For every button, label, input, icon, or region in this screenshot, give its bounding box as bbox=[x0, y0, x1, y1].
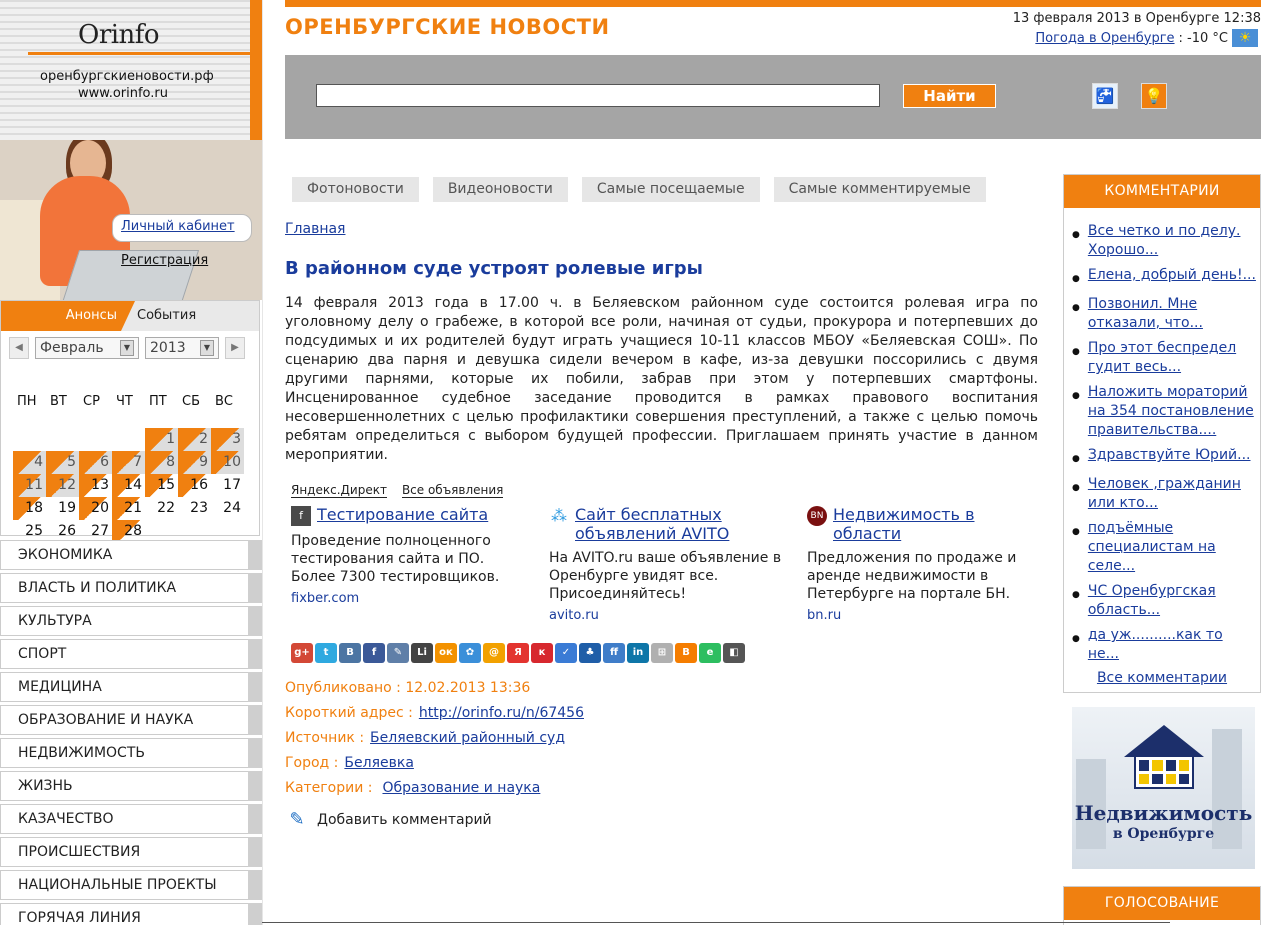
source-label: Источник : bbox=[285, 730, 365, 746]
sun-icon: ☀ bbox=[1232, 29, 1258, 47]
comments-list bbox=[1064, 208, 1260, 664]
evernote-icon[interactable]: e bbox=[699, 643, 721, 663]
ad-description: Проведение полноценного тестирования сайта и ПО. Более 7300 тестировщиков. bbox=[291, 533, 500, 585]
list-item bbox=[1072, 626, 1256, 664]
category-link[interactable]: Образование и наука bbox=[382, 780, 541, 796]
calendar-day[interactable]: 4 bbox=[13, 451, 46, 474]
ya-ru-icon[interactable]: Я bbox=[507, 643, 529, 663]
weekday-label: ВС bbox=[215, 394, 233, 409]
comments-box bbox=[1063, 174, 1261, 693]
calendar-week bbox=[13, 497, 244, 520]
site-logo[interactable]: Orinfo bbox=[78, 20, 160, 50]
share-buttons bbox=[291, 643, 745, 663]
calendar-day[interactable]: 1 bbox=[145, 428, 178, 451]
category-life[interactable]: ЖИЗНЬ bbox=[0, 771, 262, 801]
calendar-day[interactable]: 10 bbox=[211, 451, 244, 474]
calendar-week bbox=[13, 428, 244, 451]
calendar-day[interactable]: 16 bbox=[178, 474, 211, 497]
calendar-day[interactable]: 15 bbox=[145, 474, 178, 497]
bullet-icon: ● bbox=[1072, 527, 1080, 537]
comment-link[interactable]: Здравствуйте Юрий... bbox=[1087, 447, 1251, 463]
bookmark-icon[interactable]: ✎ bbox=[387, 643, 409, 663]
myspace-icon[interactable]: ♣ bbox=[579, 643, 601, 663]
short-url-link[interactable]: http://orinfo.ru/n/67456 bbox=[418, 705, 584, 721]
left-column bbox=[0, 0, 262, 925]
short-url-label: Короткий адрес : bbox=[285, 705, 413, 721]
ad-url[interactable]: fixber.com bbox=[291, 591, 360, 606]
ad-url[interactable]: avito.ru bbox=[549, 608, 599, 623]
liveinternet-icon[interactable]: Li bbox=[411, 643, 433, 663]
register-link[interactable]: Регистрация bbox=[121, 253, 209, 268]
weekday-label: ВТ bbox=[50, 394, 67, 409]
calendar-week bbox=[13, 451, 244, 474]
yandex-direct-header bbox=[291, 483, 503, 498]
bullet-icon: ● bbox=[1072, 454, 1080, 464]
article-meta bbox=[285, 676, 584, 801]
bn-icon: BN bbox=[807, 506, 827, 526]
category-national-projects[interactable]: НАЦИОНАЛЬНЫЕ ПРОЕКТЫ bbox=[0, 870, 262, 900]
pencil-icon: ✎ bbox=[289, 809, 305, 830]
google-plus-icon[interactable]: g+ bbox=[291, 643, 313, 663]
prev-month-icon[interactable]: ◀ bbox=[9, 337, 29, 359]
liveinternet-blog-icon[interactable]: ✓ bbox=[555, 643, 577, 663]
top-accent-bar bbox=[285, 0, 1261, 7]
banner-title: Недвижимость bbox=[1074, 801, 1253, 825]
logo-orange-bar bbox=[250, 0, 262, 140]
calendar-day[interactable]: 14 bbox=[112, 474, 145, 497]
fixber-icon: f bbox=[291, 506, 311, 526]
ad-description: Предложения по продаже и аренде недвижимости в Петербурге на портале БН. bbox=[807, 550, 1017, 602]
ad-title-link[interactable]: Недвижимость в области bbox=[833, 505, 975, 543]
more-icon[interactable]: ◧ bbox=[723, 643, 745, 663]
realty-banner[interactable] bbox=[1072, 707, 1255, 869]
weekday-label: ПН bbox=[17, 394, 37, 409]
next-month-icon[interactable]: ▶ bbox=[225, 337, 245, 359]
tab-most-visited[interactable]: Самые посещаемые bbox=[582, 177, 760, 202]
category-incidents[interactable]: ПРОИСШЕСТВИЯ bbox=[0, 837, 262, 867]
weather-temperature: : -10 °C bbox=[1178, 30, 1228, 46]
category-medicine[interactable]: МЕДИЦИНА bbox=[0, 672, 262, 702]
comment-link[interactable]: Все четко и по делу. Хорошо... bbox=[1087, 223, 1241, 258]
tab-most-commented[interactable]: Самые комментируемые bbox=[774, 177, 986, 202]
calendar-day[interactable]: 7 bbox=[112, 451, 145, 474]
bullet-icon: ● bbox=[1072, 634, 1080, 644]
banner-subtitle: в Оренбурге bbox=[1112, 826, 1215, 842]
calendar-day: 26 bbox=[58, 523, 76, 539]
calendar-day bbox=[79, 428, 112, 451]
published-date: Опубликовано : 12.02.2013 13:36 bbox=[285, 680, 531, 696]
comment-link[interactable]: Елена, добрый день!... bbox=[1087, 267, 1256, 283]
list-item bbox=[1072, 295, 1256, 333]
list-item bbox=[1072, 266, 1256, 289]
list-item bbox=[1072, 582, 1256, 620]
calendar-day: 24 bbox=[223, 500, 241, 516]
bullet-icon: ● bbox=[1072, 391, 1080, 401]
search-band bbox=[285, 55, 1261, 139]
calendar-day[interactable]: 13 bbox=[79, 474, 112, 497]
calendar-tabs bbox=[1, 301, 259, 331]
category-menu bbox=[0, 540, 262, 925]
calendar-day[interactable]: 6 bbox=[79, 451, 112, 474]
ad-block bbox=[291, 505, 531, 608]
blogger-icon[interactable]: B bbox=[675, 643, 697, 663]
bullet-icon: ● bbox=[1072, 230, 1080, 240]
bullet-icon: ● bbox=[1072, 483, 1080, 493]
house-roof-icon bbox=[1124, 725, 1204, 757]
article-body: 14 февраля 2013 года в 17.00 ч. в Беляевском районном суде состоится ролевая игра по уголовному делу о грабеже, в которой все роли, начиная от судьи, прокурора и потерпевших до подсудимых и их родителей будут играть учащиеся 10-11 классов МБОУ «Беляевская СОШ». По сценарию два парня и девушка сидели вечером в кафе, из-за девушки поссорились с двумя другими парнями, которые их побили, забрав при этом у потерпевших смартфоны. Инсценированное судебное заседание проводится в рамках правового воспитания несовершеннолетних с целью профилактики совершения преступлений, а также с целью помочь ребятам определиться с выбором будущей профессии. Приглашаем принять участие в данном мероприятии. bbox=[285, 295, 1038, 463]
calendar-day: 17 bbox=[223, 477, 241, 493]
category-realty[interactable]: НЕДВИЖИМОСТЬ bbox=[0, 738, 262, 768]
weekday-label: ЧТ bbox=[116, 394, 133, 409]
calendar-grid bbox=[13, 391, 244, 543]
tab-photo-news[interactable]: Фотоновости bbox=[292, 177, 419, 202]
all-ads-link[interactable]: Все объявления bbox=[401, 483, 504, 497]
comment-link[interactable]: ЧС Оренбургская область... bbox=[1087, 583, 1216, 618]
category-economy[interactable]: ЭКОНОМИКА bbox=[0, 540, 262, 570]
calendar-day bbox=[112, 428, 145, 451]
column-divider bbox=[262, 0, 263, 925]
breadcrumb-home[interactable]: Главная bbox=[285, 221, 346, 237]
calendar-day[interactable]: 18 bbox=[13, 497, 46, 520]
user-block bbox=[0, 140, 262, 300]
settings-icon[interactable]: ✿ bbox=[459, 643, 481, 663]
categories-label: Категории : bbox=[285, 780, 373, 796]
calendar-day[interactable]: 12 bbox=[46, 474, 79, 497]
faucet-icon[interactable]: 🚰 bbox=[1092, 83, 1118, 109]
news-tabs bbox=[292, 177, 986, 202]
ad-title-link[interactable]: Сайт бесплатных объявлений AVITO bbox=[575, 505, 730, 543]
weekday-label: СР bbox=[83, 394, 100, 409]
bottom-divider bbox=[262, 922, 1170, 923]
personal-cabinet-link[interactable]: Личный кабинет bbox=[121, 219, 235, 234]
calendar-day: 22 bbox=[157, 500, 175, 516]
yandex-direct-link[interactable]: Яндекс.Директ bbox=[291, 483, 387, 497]
add-comment-label: Добавить комментарий bbox=[317, 812, 492, 828]
ad-title-link[interactable]: Тестирование сайта bbox=[317, 505, 489, 524]
weather-link[interactable]: Погода в Оренбурге bbox=[1035, 30, 1175, 46]
city-link[interactable]: Беляевка bbox=[344, 755, 414, 771]
source-link[interactable]: Беляевский районный суд bbox=[370, 730, 566, 746]
house-icon bbox=[1134, 755, 1194, 789]
search-button[interactable]: Найти bbox=[903, 84, 996, 108]
logo-underline bbox=[28, 52, 250, 55]
bulb-icon[interactable]: 💡 bbox=[1141, 83, 1167, 109]
calendar-day: 27 bbox=[91, 523, 109, 539]
list-item bbox=[1072, 519, 1256, 576]
odnoklassniki-icon[interactable]: ок bbox=[435, 643, 457, 663]
ad-url[interactable]: bn.ru bbox=[807, 608, 842, 623]
avito-icon: ⁂ bbox=[551, 506, 567, 525]
bullet-icon: ● bbox=[1072, 274, 1080, 284]
calendar-day[interactable]: 28 bbox=[112, 520, 145, 543]
article-title: В районном суде устроят ролевые игры bbox=[285, 258, 703, 279]
weekday-label: ПТ bbox=[149, 394, 167, 409]
comments-header: КОММЕНТАРИИ bbox=[1064, 175, 1260, 208]
list-item bbox=[1072, 446, 1256, 469]
category-culture[interactable]: КУЛЬТУРА bbox=[0, 606, 262, 636]
calendar-day bbox=[13, 428, 46, 451]
all-comments-link[interactable]: Все комментарии bbox=[1096, 670, 1228, 686]
comment-link[interactable]: подъёмные специалистам на селе... bbox=[1087, 520, 1216, 574]
chevron-down-icon: ▼ bbox=[200, 340, 214, 356]
poll-header: ГОЛОСОВАНИЕ bbox=[1064, 887, 1260, 920]
site-domain-url: www.orinfo.ru bbox=[78, 86, 169, 101]
site-domain-ru: оренбургскиеновости.рф bbox=[40, 69, 214, 84]
twitter-icon[interactable]: t bbox=[315, 643, 337, 663]
category-cossacks[interactable]: КАЗАЧЕСТВО bbox=[0, 804, 262, 834]
bullet-icon: ● bbox=[1072, 303, 1080, 313]
category-education[interactable]: ОБРАЗОВАНИЕ И НАУКА bbox=[0, 705, 262, 735]
current-datetime: 13 февраля 2013 в Оренбурге 12:38 bbox=[1012, 11, 1261, 26]
search-input[interactable] bbox=[316, 84, 880, 107]
events-calendar bbox=[0, 300, 260, 539]
mail-ru-icon[interactable]: @ bbox=[483, 643, 505, 663]
comment-link[interactable]: Наложить мораторий на 354 постановление правительства.... bbox=[1087, 384, 1254, 438]
logo-block[interactable] bbox=[0, 0, 262, 140]
calendar-day: 23 bbox=[190, 500, 208, 516]
facebook-icon[interactable]: f bbox=[363, 643, 385, 663]
weekday-label: СБ bbox=[182, 394, 200, 409]
calendar-day[interactable]: 21 bbox=[112, 497, 145, 520]
list-item bbox=[1072, 339, 1256, 377]
weather-widget bbox=[1035, 29, 1258, 47]
comment-link[interactable]: да уж..........как то не... bbox=[1087, 627, 1223, 662]
calendar-day[interactable]: 20 bbox=[79, 497, 112, 520]
chevron-down-icon: ▼ bbox=[120, 340, 134, 356]
category-hotline[interactable]: ГОРЯЧАЯ ЛИНИЯ bbox=[0, 903, 262, 925]
comment-link[interactable]: Человек ,гражданин или кто... bbox=[1087, 476, 1241, 511]
city-label: Город : bbox=[285, 755, 339, 771]
category-sport[interactable]: СПОРТ bbox=[0, 639, 262, 669]
calendar-day bbox=[46, 428, 79, 451]
poll-box bbox=[1063, 886, 1261, 925]
calendar-day: 25 bbox=[25, 523, 43, 539]
month-select-value: Февраль bbox=[40, 340, 104, 356]
ad-block bbox=[807, 505, 1047, 625]
calendar-day[interactable]: 8 bbox=[145, 451, 178, 474]
vk-icon[interactable]: B bbox=[339, 643, 361, 663]
calendar-day[interactable]: 9 bbox=[178, 451, 211, 474]
friendfeed-icon[interactable]: ff bbox=[603, 643, 625, 663]
delicious-icon[interactable]: ⊞ bbox=[651, 643, 673, 663]
tab-video-news[interactable]: Видеоновости bbox=[433, 177, 568, 202]
calendar-day: 19 bbox=[58, 500, 76, 516]
tab-events[interactable]: События bbox=[137, 308, 197, 323]
month-select[interactable] bbox=[35, 337, 139, 359]
bullet-icon: ● bbox=[1072, 590, 1080, 600]
calendar-week bbox=[13, 474, 244, 497]
calendar-day[interactable]: 11 bbox=[13, 474, 46, 497]
moikrug-icon[interactable]: к bbox=[531, 643, 553, 663]
personal-cabinet-button[interactable] bbox=[112, 214, 252, 242]
calendar-day[interactable]: 2 bbox=[178, 428, 211, 451]
linkedin-icon[interactable]: in bbox=[627, 643, 649, 663]
list-item bbox=[1072, 475, 1256, 513]
ad-description: На AVITO.ru ваше объявление в Оренбурге увидят все. Присоединяйтесь! bbox=[549, 550, 782, 602]
ad-block bbox=[549, 505, 789, 625]
calendar-day[interactable]: 5 bbox=[46, 451, 79, 474]
calendar-controls bbox=[1, 331, 259, 365]
comment-link[interactable]: Позвонил. Мне отказали, что... bbox=[1087, 296, 1203, 331]
category-politics[interactable]: ВЛАСТЬ И ПОЛИТИКА bbox=[0, 573, 262, 603]
site-title[interactable]: ОРЕНБУРГСКИЕ НОВОСТИ bbox=[285, 15, 610, 39]
tab-announces[interactable]: Анонсы bbox=[1, 301, 121, 331]
calendar-day[interactable]: 3 bbox=[211, 428, 244, 451]
year-select-value: 2013 bbox=[150, 340, 186, 356]
comment-link[interactable]: Про этот беспредел гудит весь... bbox=[1087, 340, 1237, 375]
calendar-weekdays bbox=[13, 391, 244, 414]
list-item bbox=[1072, 222, 1256, 260]
year-select[interactable] bbox=[145, 337, 219, 359]
bullet-icon: ● bbox=[1072, 347, 1080, 357]
list-item bbox=[1072, 383, 1256, 440]
add-comment-button[interactable] bbox=[285, 808, 492, 832]
